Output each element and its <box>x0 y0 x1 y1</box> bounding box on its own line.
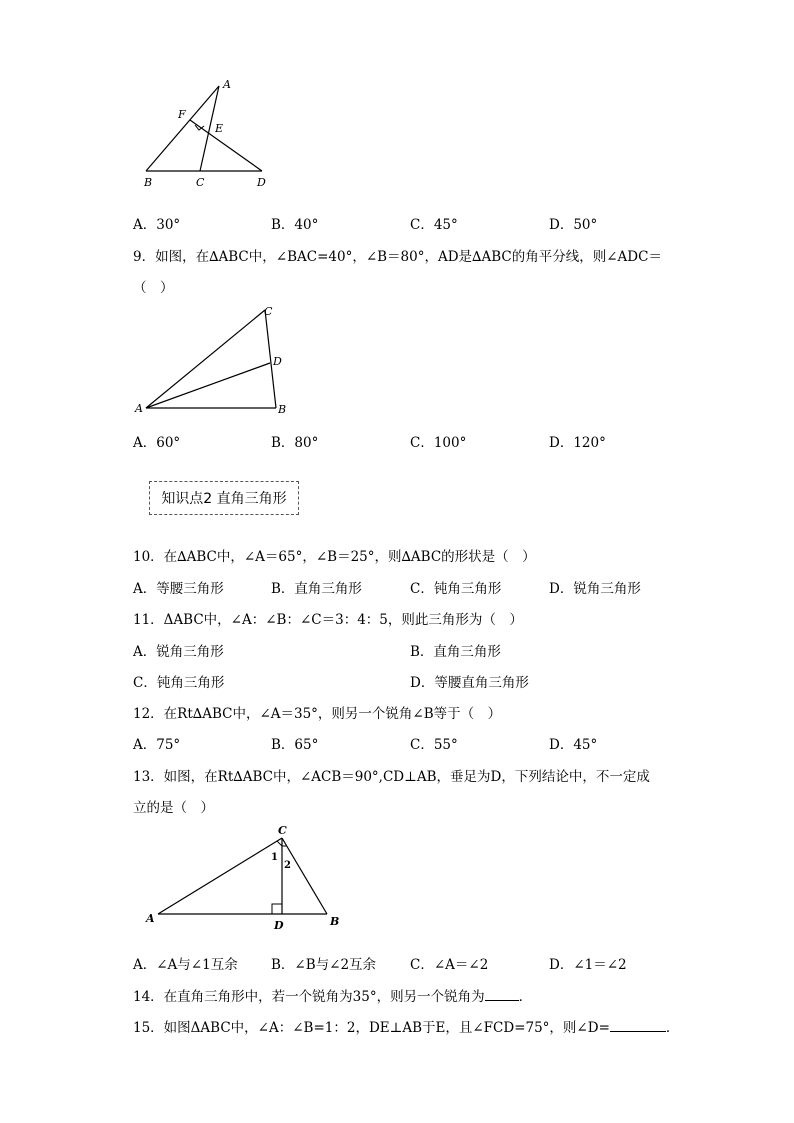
section-title: 知识点2 直角三角形 <box>161 491 287 507</box>
q14-end: ． <box>518 989 533 1005</box>
q13-option-a[interactable]: A．∠A与∠1互余 <box>133 957 238 973</box>
q10-option-d[interactable]: D．锐角三角形 <box>549 581 641 597</box>
label-D: D <box>274 919 284 932</box>
label-E: E <box>215 122 224 135</box>
q15-answer-blank[interactable] <box>610 1017 666 1032</box>
right-angle-mark-d <box>272 904 282 914</box>
q9-text-cont: （ ） <box>133 280 174 296</box>
label-C: C <box>278 824 287 837</box>
label-B: B <box>278 403 287 416</box>
q9-option-d[interactable]: D．120° <box>549 435 606 451</box>
q9-text: 9．如图，在∆ABC中，∠BAC=40°，∠B＝80°，AD是∆ABC的角平分线，则∠ADC＝ <box>133 249 662 265</box>
q14-text: 14．在直角三角形中，若一个锐角为35°，则另一个锐角为 <box>133 989 485 1005</box>
q12-option-b[interactable]: B．65° <box>271 737 319 753</box>
q8-option-a[interactable]: A．30° <box>133 217 181 233</box>
label-C: C <box>264 305 273 318</box>
q15-end: ． <box>665 1020 680 1036</box>
q9-option-a[interactable]: A．60° <box>133 435 181 451</box>
q12-option-c[interactable]: C．55° <box>410 737 458 753</box>
label-C: C <box>196 176 205 189</box>
q11-text: 11．ΔABC中，∠A：∠B：∠C＝3：4：5，则此三角形为（ ） <box>133 612 523 628</box>
segment-CB <box>282 838 327 914</box>
q13-option-b[interactable]: B．∠B与∠2互余 <box>271 957 377 973</box>
label-A: A <box>146 912 155 925</box>
label-D: D <box>257 176 266 189</box>
q8-option-d[interactable]: D．50° <box>549 217 598 233</box>
q13-option-d[interactable]: D．∠1＝∠2 <box>549 957 627 973</box>
q10-text: 10．在∆ABC中，∠A＝65°，∠B＝25°，则∆ABC的形状是（ ） <box>133 549 536 565</box>
q12-option-d[interactable]: D．45° <box>549 737 598 753</box>
segment-AC <box>158 838 282 914</box>
label-A: A <box>223 78 231 91</box>
q11-option-a[interactable]: A．锐角三角形 <box>133 644 224 660</box>
q13-option-c[interactable]: C．∠A＝∠2 <box>410 957 489 973</box>
q13-text-cont: 立的是（ ） <box>133 800 214 816</box>
q15-text: 15．如图ΔABC中，∠A：∠B=1：2，DE⊥AB于E，且∠FCD=75°，则∠D= <box>133 1020 610 1036</box>
q10-option-b[interactable]: B．直角三角形 <box>271 581 362 597</box>
q8-option-c[interactable]: C．45° <box>410 217 458 233</box>
q15-line <box>133 1016 679 1036</box>
label-F: F <box>178 108 186 121</box>
q11-option-b[interactable]: B．直角三角形 <box>410 644 501 660</box>
label-angle-2: 2 <box>284 860 291 871</box>
q9-option-b[interactable]: B．80° <box>271 435 319 451</box>
label-B: B <box>144 176 153 189</box>
q12-option-a[interactable]: A．75° <box>133 737 181 753</box>
q13-text: 13．如图，在Rt∆ABC中，∠ACB＝90°,CD⊥AB，垂足为D，下列结论中，不一定成 <box>133 769 650 785</box>
q10-option-c[interactable]: C．钝角三角形 <box>410 581 502 597</box>
q10-option-a[interactable]: A．等腰三角形 <box>133 581 224 597</box>
label-A: A <box>135 402 143 415</box>
q14-line <box>133 985 532 1005</box>
q11-option-c[interactable]: C．钝角三角形 <box>133 675 225 691</box>
q12-text: 12．在Rt∆ABC中，∠A＝35°，则另一个锐角∠B等于（ ） <box>133 706 502 722</box>
label-D: D <box>273 355 282 368</box>
label-angle-1: 1 <box>271 852 278 863</box>
q11-option-d[interactable]: D．等腰直角三角形 <box>410 675 529 691</box>
label-B: B <box>330 915 340 928</box>
q14-answer-blank[interactable] <box>485 986 519 1001</box>
q9-option-c[interactable]: C．100° <box>410 435 467 451</box>
q8-option-b[interactable]: B．40° <box>271 217 319 233</box>
